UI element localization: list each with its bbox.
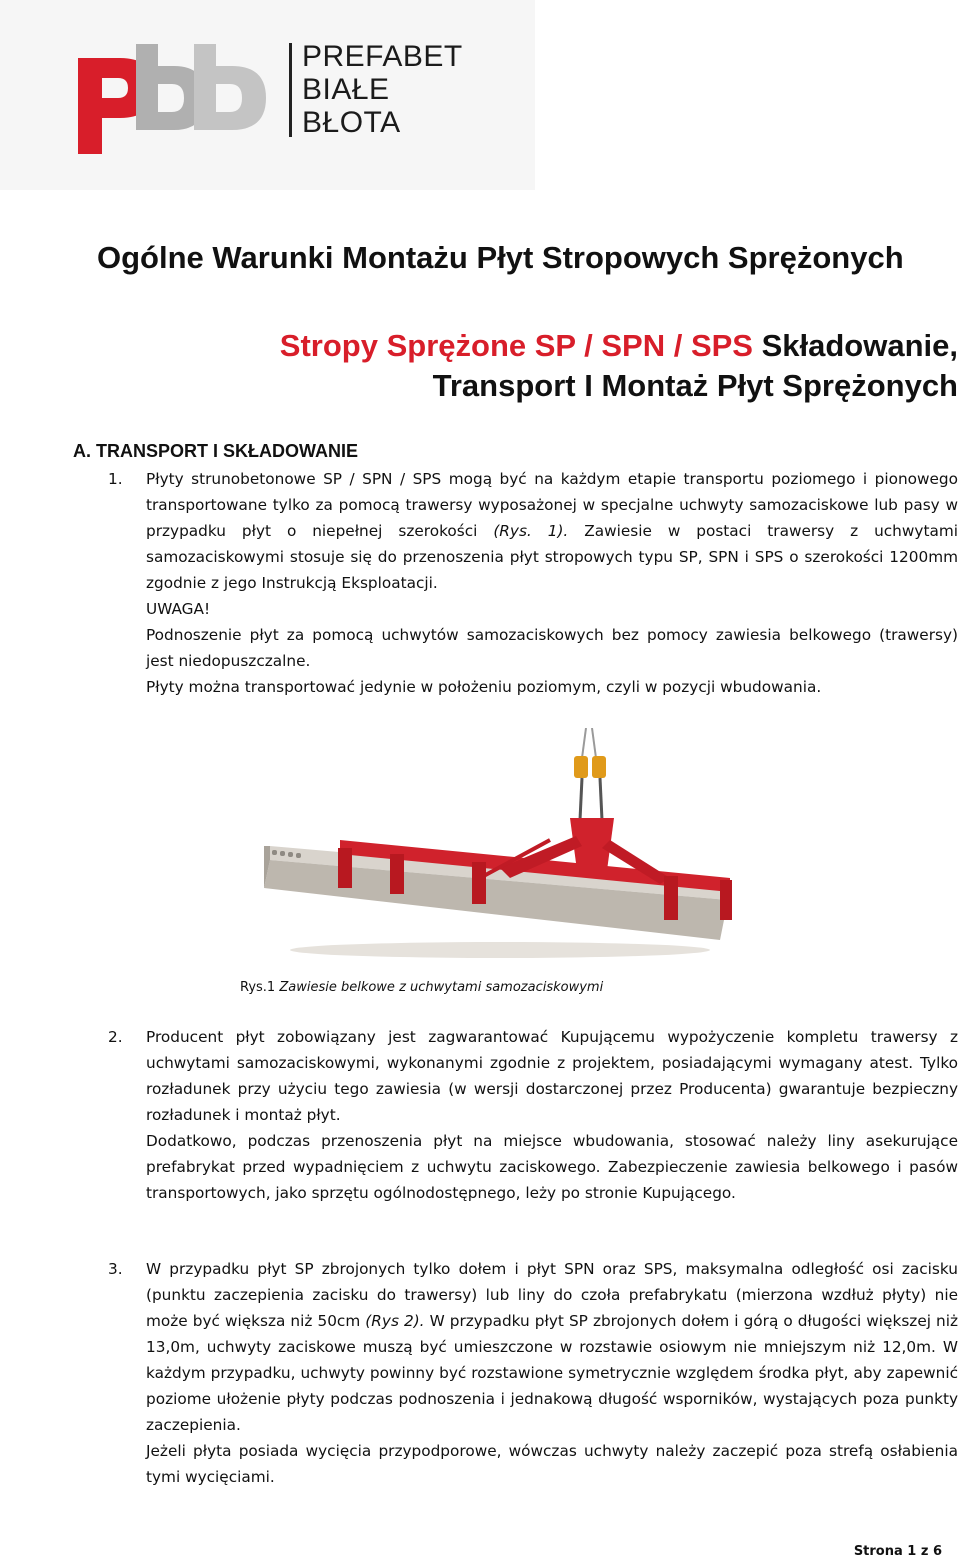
paragraph: Płyty można transportować jedynie w położeniu poziomym, czyli w pozycji wbudowania. xyxy=(146,678,822,696)
section-heading-a: A. TRANSPORT I SKŁADOWANIE xyxy=(73,441,359,461)
clamp xyxy=(472,862,486,904)
company-name xyxy=(302,40,463,139)
paragraph: Dodatkowo, podczas przenoszenia płyt na miejsce wbudowania, stosować należy liny asekurujące prefabrykat przed wypadnięciem z uchwytu zaciskowego. Zabezpieczenie zawiesia belkowego i pasów transportowych, jako sprzętu ogólnodostępnego, leży po stronie Kupującego. xyxy=(146,1132,958,1202)
list-item-1 xyxy=(108,466,960,700)
text-run: W przypadku płyt SP zbrojonych dołem i górą o długości większej niż 13,0m, uchwyty zaciskowe muszą być umieszczone w rozstawie osiowym nie mniejszym niż 12,0m. W każdym przypadku, uchwyty powinny być rozstawione symetrycznie względem środka płyt, aby zapewnić poziome ułożenie płyty podczas podnoszenia i jednakową długość wsporników, wystających poza punkty zaczepienia. xyxy=(146,1312,959,1434)
crane-hook xyxy=(592,756,606,778)
text-run: Zawiesie w postaci trawersy z uchwytami samozaciskowymi stosuje się do przenoszenia płyt stropowych typu SP, SPN i SPS o szerokości 1200mm zgodnie z jego Instrukcją Eksploatacji. xyxy=(146,522,958,592)
text-run: Płyty strunobetonowe SP / SPN / SPS mogą być na każdym etapie transportu poziomego i pionowego transportowane tylko za pomocą trawersy wyposażonej w specjalne uchwyty samozaciskowe lub pasy w przypadku płyt o niepełnej szerokości xyxy=(146,470,958,540)
logo-area xyxy=(0,0,535,190)
chain xyxy=(600,778,602,820)
chain xyxy=(580,778,582,820)
caption-prefix: Rys.1 xyxy=(240,980,280,995)
paragraph: Podnoszenie płyt za pomocą uchwytów samozaciskowych bez pomocy zawiesia belkowego (trawersy) jest niedopuszczalne. xyxy=(146,626,958,670)
subtitle-black-part: Składowanie, xyxy=(752,328,958,363)
text-run: W przypadku płyt SP zbrojonych tylko dołem i płyt SPN oraz SPS, maksymalna odległość osi zacisku (punktu zaczepienia zacisku do trawersy) lub liny do czoła prefabrykatu (mierzona wzdłuż płyty) nie może być większa niż 50cm xyxy=(146,1260,958,1330)
page-number: Strona 1 z 6 xyxy=(853,1544,942,1559)
logo-divider xyxy=(289,43,292,137)
company-logo-mark xyxy=(70,36,280,161)
document-subtitle xyxy=(280,326,958,406)
list-item-content xyxy=(146,1024,958,1206)
clamp xyxy=(390,854,404,894)
logo-grey-b-2 xyxy=(194,44,266,130)
crane-hook xyxy=(574,756,588,778)
company-name-line2: BIAŁE xyxy=(302,73,390,106)
document-title: Ogólne Warunki Montażu Płyt Stropowych Sprężonych xyxy=(97,240,904,275)
paragraph xyxy=(146,466,958,596)
figure-caption xyxy=(240,980,603,995)
list-item-number: 2. xyxy=(108,1028,123,1046)
caption-text: Zawiesie belkowe z uchwytami samozaciskowymi xyxy=(279,980,604,995)
clamp xyxy=(338,848,352,888)
figure-reference: (Rys. 1). xyxy=(493,522,569,540)
list-item-content xyxy=(146,1256,958,1490)
list-item-number: 1. xyxy=(108,470,123,488)
shadow xyxy=(290,942,710,958)
lifting-beam-illustration xyxy=(250,728,750,968)
subtitle-line2: Transport I Montaż Płyt Sprężonych xyxy=(432,368,958,403)
company-name-line1: PREFABET xyxy=(302,40,463,73)
list-item-3 xyxy=(108,1256,960,1490)
list-item-number: 3. xyxy=(108,1260,123,1278)
list-item-content xyxy=(146,466,958,700)
clamp xyxy=(720,880,732,920)
figure-reference: (Rys 2). xyxy=(365,1312,425,1330)
company-name-line3: BŁOTA xyxy=(302,106,401,139)
warning-label: UWAGA! xyxy=(146,600,211,618)
list-item-2 xyxy=(108,1024,960,1206)
paragraph: Producent płyt zobowiązany jest zagwarantować Kupującemu wypożyczenie kompletu trawersy z uchwytami samozaciskowymi, wykonanymi zgodnie z projektem, posiadającymi wymagany atest. Tylko rozładunek przy użyciu tego zawiesia (w wersji dostarczonej przez Producenta) gwarantuje bezpieczny rozładunek i montaż płyt. xyxy=(146,1028,958,1124)
clamp xyxy=(664,876,678,920)
subtitle-red-part: Stropy Sprężone SP / SPN / SPS xyxy=(279,328,753,363)
paragraph: Jeżeli płyta posiada wycięcia przypodporowe, wówczas uchwyty należy zaczepić poza strefą osłabienia tymi wycięciami. xyxy=(146,1442,958,1486)
paragraph xyxy=(146,1256,958,1438)
cable xyxy=(592,728,596,758)
cable xyxy=(582,728,586,758)
